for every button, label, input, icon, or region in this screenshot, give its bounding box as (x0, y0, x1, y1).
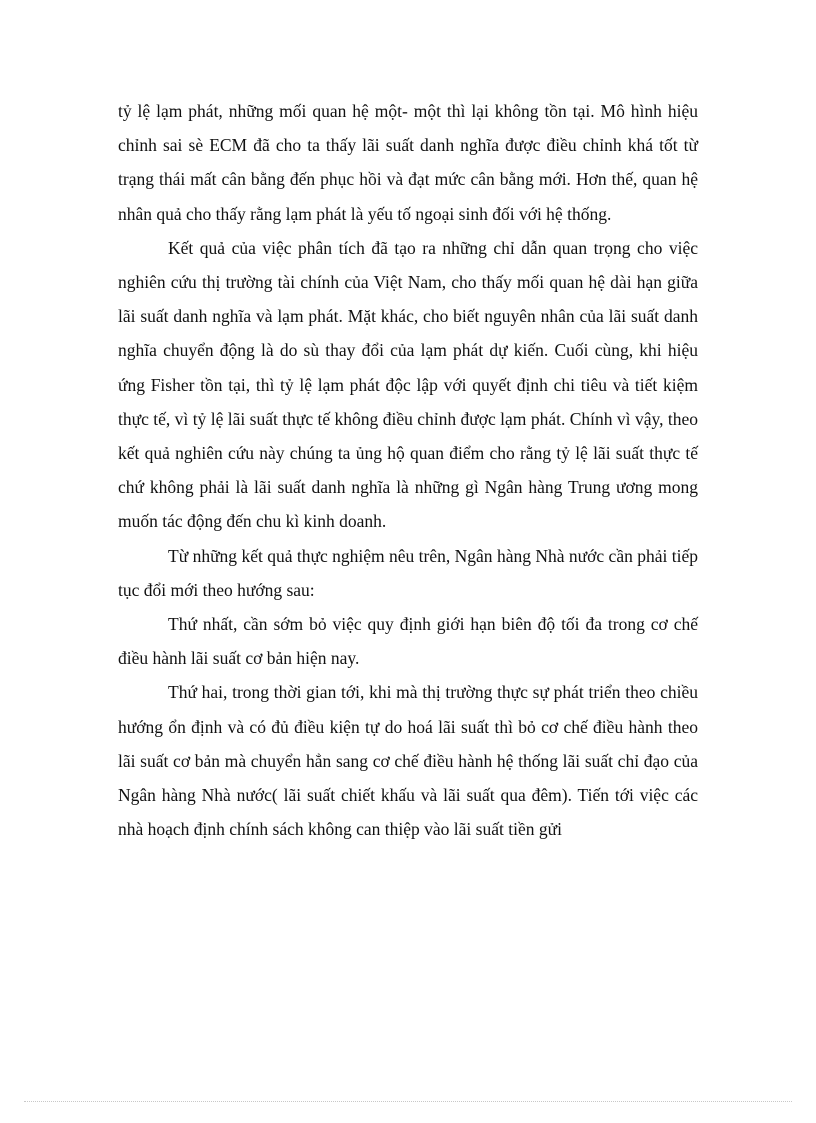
paragraph-5: Thứ hai, trong thời gian tới, khi mà thị trường thực sự phát triển theo chiều hướng ổn định và có đủ điều kiện tự do hoá lãi suất thì bỏ cơ chế điều hành theo lãi suất cơ bản mà chuyển hẳn sang cơ chế điều hành hệ thống lãi suất chỉ đạo của Ngân hàng Nhà nước( lãi suất chiết khấu và lãi suất qua đêm). Tiến tới việc các nhà hoạch định chính sách không can thiệp vào lãi suất tiền gửi (118, 682, 698, 840)
document-page (118, 94, 698, 846)
paragraph-1: tỷ lệ lạm phát, những mối quan hệ một- một thì lại không tồn tại. Mô hình hiệu chỉnh sai sè ECM đã cho ta thấy lãi suất danh nghĩa được điều chỉnh khá tốt từ trạng thái mất cân bằng đến phục hồi và đạt mức cân bằng mới. Hơn thế, quan hệ nhân quả cho thấy rằng lạm phát là yếu tố ngoại sinh đối với hệ thống. (118, 101, 698, 224)
page-bottom-border (24, 1101, 792, 1102)
paragraph-3: Từ những kết quả thực nghiệm nêu trên, Ngân hàng Nhà nước cần phải tiếp tục đổi mới theo hướng sau: (118, 545, 698, 600)
paragraph-2: Kết quả của việc phân tích đã tạo ra những chỉ dẫn quan trọng cho việc nghiên cứu thị trường tài chính của Việt Nam, cho thấy mối quan hệ dài hạn giữa lãi suất danh nghĩa và lạm phát. Mặt khác, cho biết nguyên nhân của lãi suất danh nghĩa chuyển động là do sù thay đổi của lạm phát dự kiến. Cuối cùng, khi hiệu ứng Fisher tồn tại, thì tỷ lệ lạm phát độc lập với quyết định chi tiêu và tiết kiệm thực tế, vì tỷ lệ lãi suất thực tế không điều chỉnh được lạm phát. Chính vì vậy, theo kết quả nghiên cứu này chúng ta ủng hộ quan điểm cho rằng tỷ lệ lãi suất thực tế chứ không phải là lãi suất danh nghĩa là những gì Ngân hàng Trung ương mong muốn tác động đến chu kì kinh doanh. (118, 237, 698, 532)
paragraph-4: Thứ nhất, cần sớm bỏ việc quy định giới hạn biên độ tối đa trong cơ chế điều hành lãi suất cơ bản hiện nay. (118, 614, 698, 669)
